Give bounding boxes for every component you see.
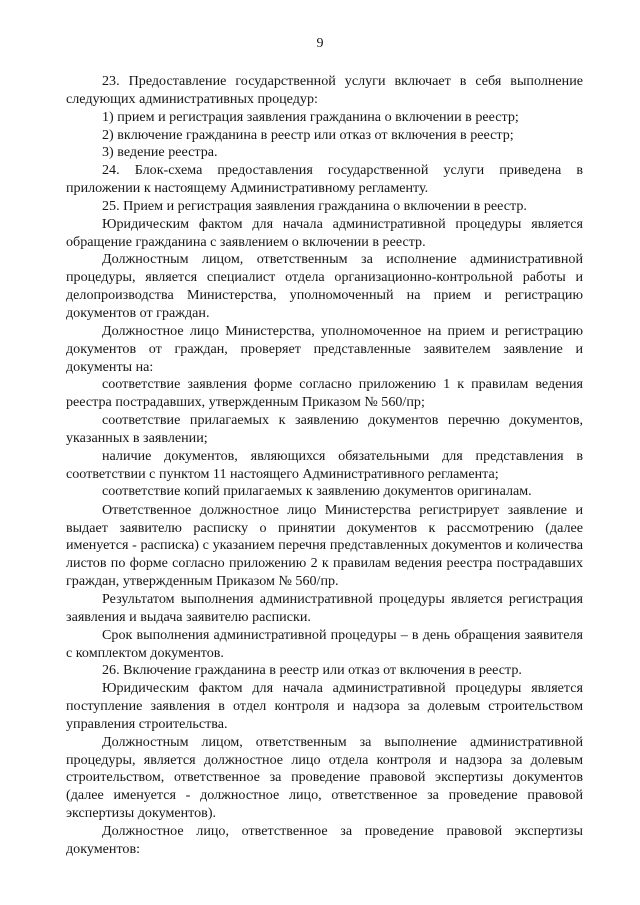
check-item-form: соответствие заявления форме согласно приложению 1 к правилам ведения реестра пострадавших, утвержденным Приказом № 560/пр; [66,376,583,411]
paragraph-deadline: Срок выполнения административной процедуры – в день обращения заявителя с комплектом документов. [66,626,583,661]
paragraph-result: Результатом выполнения административной процедуры является регистрация заявления и выдача заявителю расписки. [66,590,583,625]
paragraph-26-heading: 26. Включение гражданина в реестр или отказ от включения в реестр. [102,662,522,679]
paragraph-23-intro: 23. Предоставление государственной услуги включает в себя выполнение следующих административных процедур: [66,73,583,107]
document-body [66,73,583,859]
check-item-mandatory: наличие документов, являющихся обязательными для представления в соответствии с пунктом 11 настоящего Административного регламента; [66,447,583,482]
page-number: 9 [316,36,324,51]
paragraph-24: 24. Блок-схема предоставления государственной услуги приведена в приложении к настоящему Административному регламенту. [66,162,583,197]
paragraph-responsible-official: Должностным лицом, ответственным за исполнение административной процедуры, является специалист отдела организационно-контрольной работы и делопроизводства Министерства, уполномоченный на прием и регистрацию документов от граждан. [66,251,583,321]
paragraph-registration-receipt: Ответственное должностное лицо Министерства регистрирует заявление и выдает заявителю расписку о принятии документов к рассмотрению (далее именуется - расписка) с указанием перечня представленных документов и количества листов по форме согласно приложению 2 к правилам ведения реестра пострадавших граждан, утвержденным Приказом № 560/пр. [66,501,583,590]
list-item-1: 1) прием и регистрация заявления гражданина о включении в реестр; [102,108,519,125]
list-item-2: 2) включение гражданина в реестр или отказ от включения в реестр; [102,126,514,143]
check-item-copies: соответствие копий прилагаемых к заявлению документов оригиналам. [102,483,532,500]
paragraph-document-check: Должностное лицо Министерства, уполномоченное на прием и регистрацию документов от граждан, проверяет представленные заявителем заявление и документы на: [66,322,583,375]
paragraph-legal-fact: Юридическим фактом для начала административной процедуры является обращение гражданина с заявлением о включении в реестр. [66,215,583,250]
paragraph-25-heading: 25. Прием и регистрация заявления гражданина о включении в реестр. [102,197,527,214]
check-item-list: соответствие прилагаемых к заявлению документов перечню документов, указанных в заявлении; [66,412,583,446]
paragraph-legal-fact-26: Юридическим фактом для начала административной процедуры является поступление заявления в отдел контроля и надзора за долевым строительством управления строительства. [66,680,583,732]
paragraph-legal-expertise: Должностное лицо, ответственное за проведение правовой экспертизы документов: [66,822,583,857]
paragraph-responsible-official-26: Должностным лицом, ответственным за выполнение административной процедуры, является должностное лицо отдела контроля и надзора за долевым строительством, ответственное за проведение правовой экспертизы документов (далее именуется - должностное лицо, ответственное за проведение правовой экспертизы документов). [66,733,583,822]
list-item-3: 3) ведение реестра. [102,144,218,161]
